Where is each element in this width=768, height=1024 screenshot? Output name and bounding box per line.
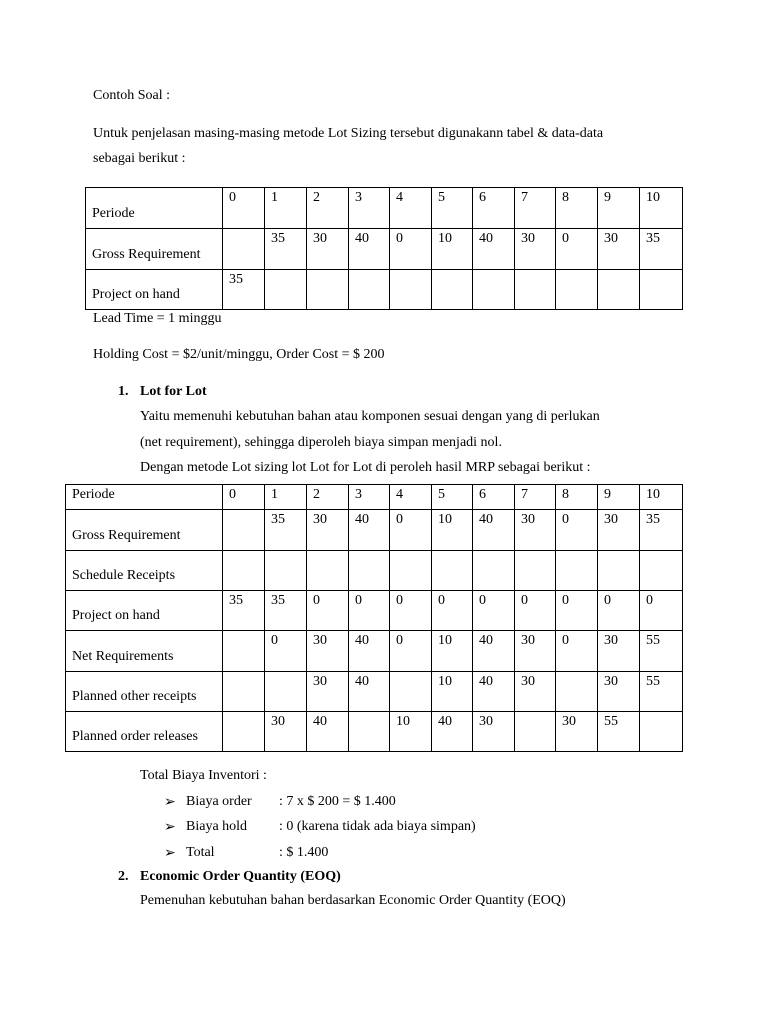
table-row: Periode 0 1 2 3 4 5 6 7 8 9 10 — [66, 485, 683, 510]
table-row: Periode 0 1 2 3 4 5 6 7 8 9 10 — [86, 188, 683, 229]
bullet-arrow-icon: ➢ — [164, 820, 176, 835]
intro-line-2: sebagai berikut : — [93, 151, 186, 166]
section-2-desc-1: Pemenuhan kebutuhan bahan berdasarkan Economic Order Quantity (EOQ) — [140, 893, 566, 908]
row-label: Periode — [86, 188, 223, 229]
row-label: Project on hand — [86, 270, 223, 310]
biaya-hold-label: Biaya hold — [186, 819, 248, 834]
table-row: Gross Requirement 35 30 40 0 10 40 30 0 30 35 — [66, 510, 683, 551]
section-1-number: 1. — [118, 384, 129, 399]
section-1-desc-2: (net requirement), sehingga diperoleh biaya simpan menjadi nol. — [140, 435, 502, 450]
section-1-desc-3: Dengan metode Lot sizing lot Lot for Lot di peroleh hasil MRP sebagai berikut : — [140, 460, 591, 475]
intro-line-1: Untuk penjelasan masing-masing metode Lot Sizing tersebut digunakann tabel & data-data — [93, 126, 604, 141]
table-row: Net Requirements 0 30 40 0 10 40 30 0 30 55 — [66, 631, 683, 672]
section-2-title: Economic Order Quantity (EOQ) — [140, 869, 341, 884]
mrp-lot-for-lot-table — [65, 484, 683, 752]
total-heading: Total Biaya Inventori : — [140, 768, 267, 783]
table-row: Project on hand 35 — [86, 270, 683, 310]
section-1-title: Lot for Lot — [140, 384, 207, 399]
row-label: Gross Requirement — [66, 510, 223, 551]
biaya-order-label: Biaya order — [186, 794, 252, 809]
row-label: Planned other receipts — [66, 672, 223, 712]
input-data-table — [85, 187, 683, 310]
row-label: Project on hand — [66, 591, 223, 631]
section-1-desc-1: Yaitu memenuhi kebutuhan bahan atau komponen sesuai dengan yang di perlukan — [140, 409, 600, 424]
total-value: : $ 1.400 — [279, 845, 329, 860]
table-row: Project on hand 35 35 0 0 0 0 0 0 0 0 0 — [66, 591, 683, 631]
row-label: Gross Requirement — [86, 229, 223, 270]
table-row — [66, 551, 683, 591]
bullet-arrow-icon: ➢ — [164, 795, 176, 810]
total-label: Total — [186, 845, 215, 860]
table-row: Planned order releases 30 40 10 40 30 30 55 — [66, 712, 683, 752]
table-row: Gross Requirement 35 30 40 0 10 40 30 0 30 35 — [86, 229, 683, 270]
row-label: Schedule Receipts — [66, 551, 223, 591]
section-2-number: 2. — [118, 869, 129, 884]
bullet-arrow-icon: ➢ — [164, 846, 176, 861]
row-label: Planned order releases — [66, 712, 223, 752]
page-title: Contoh Soal : — [93, 88, 171, 103]
row-label: Periode — [66, 485, 223, 510]
biaya-hold-value: : 0 (karena tidak ada biaya simpan) — [279, 819, 476, 834]
biaya-order-value: : 7 x $ 200 = $ 1.400 — [279, 794, 396, 809]
lead-time: Lead Time = 1 minggu — [93, 311, 222, 326]
row-label: Net Requirements — [66, 631, 223, 672]
costs: Holding Cost = $2/unit/minggu, Order Cost = $ 200 — [93, 347, 385, 362]
table-row: Planned other receipts 30 40 10 40 30 30 55 — [66, 672, 683, 712]
